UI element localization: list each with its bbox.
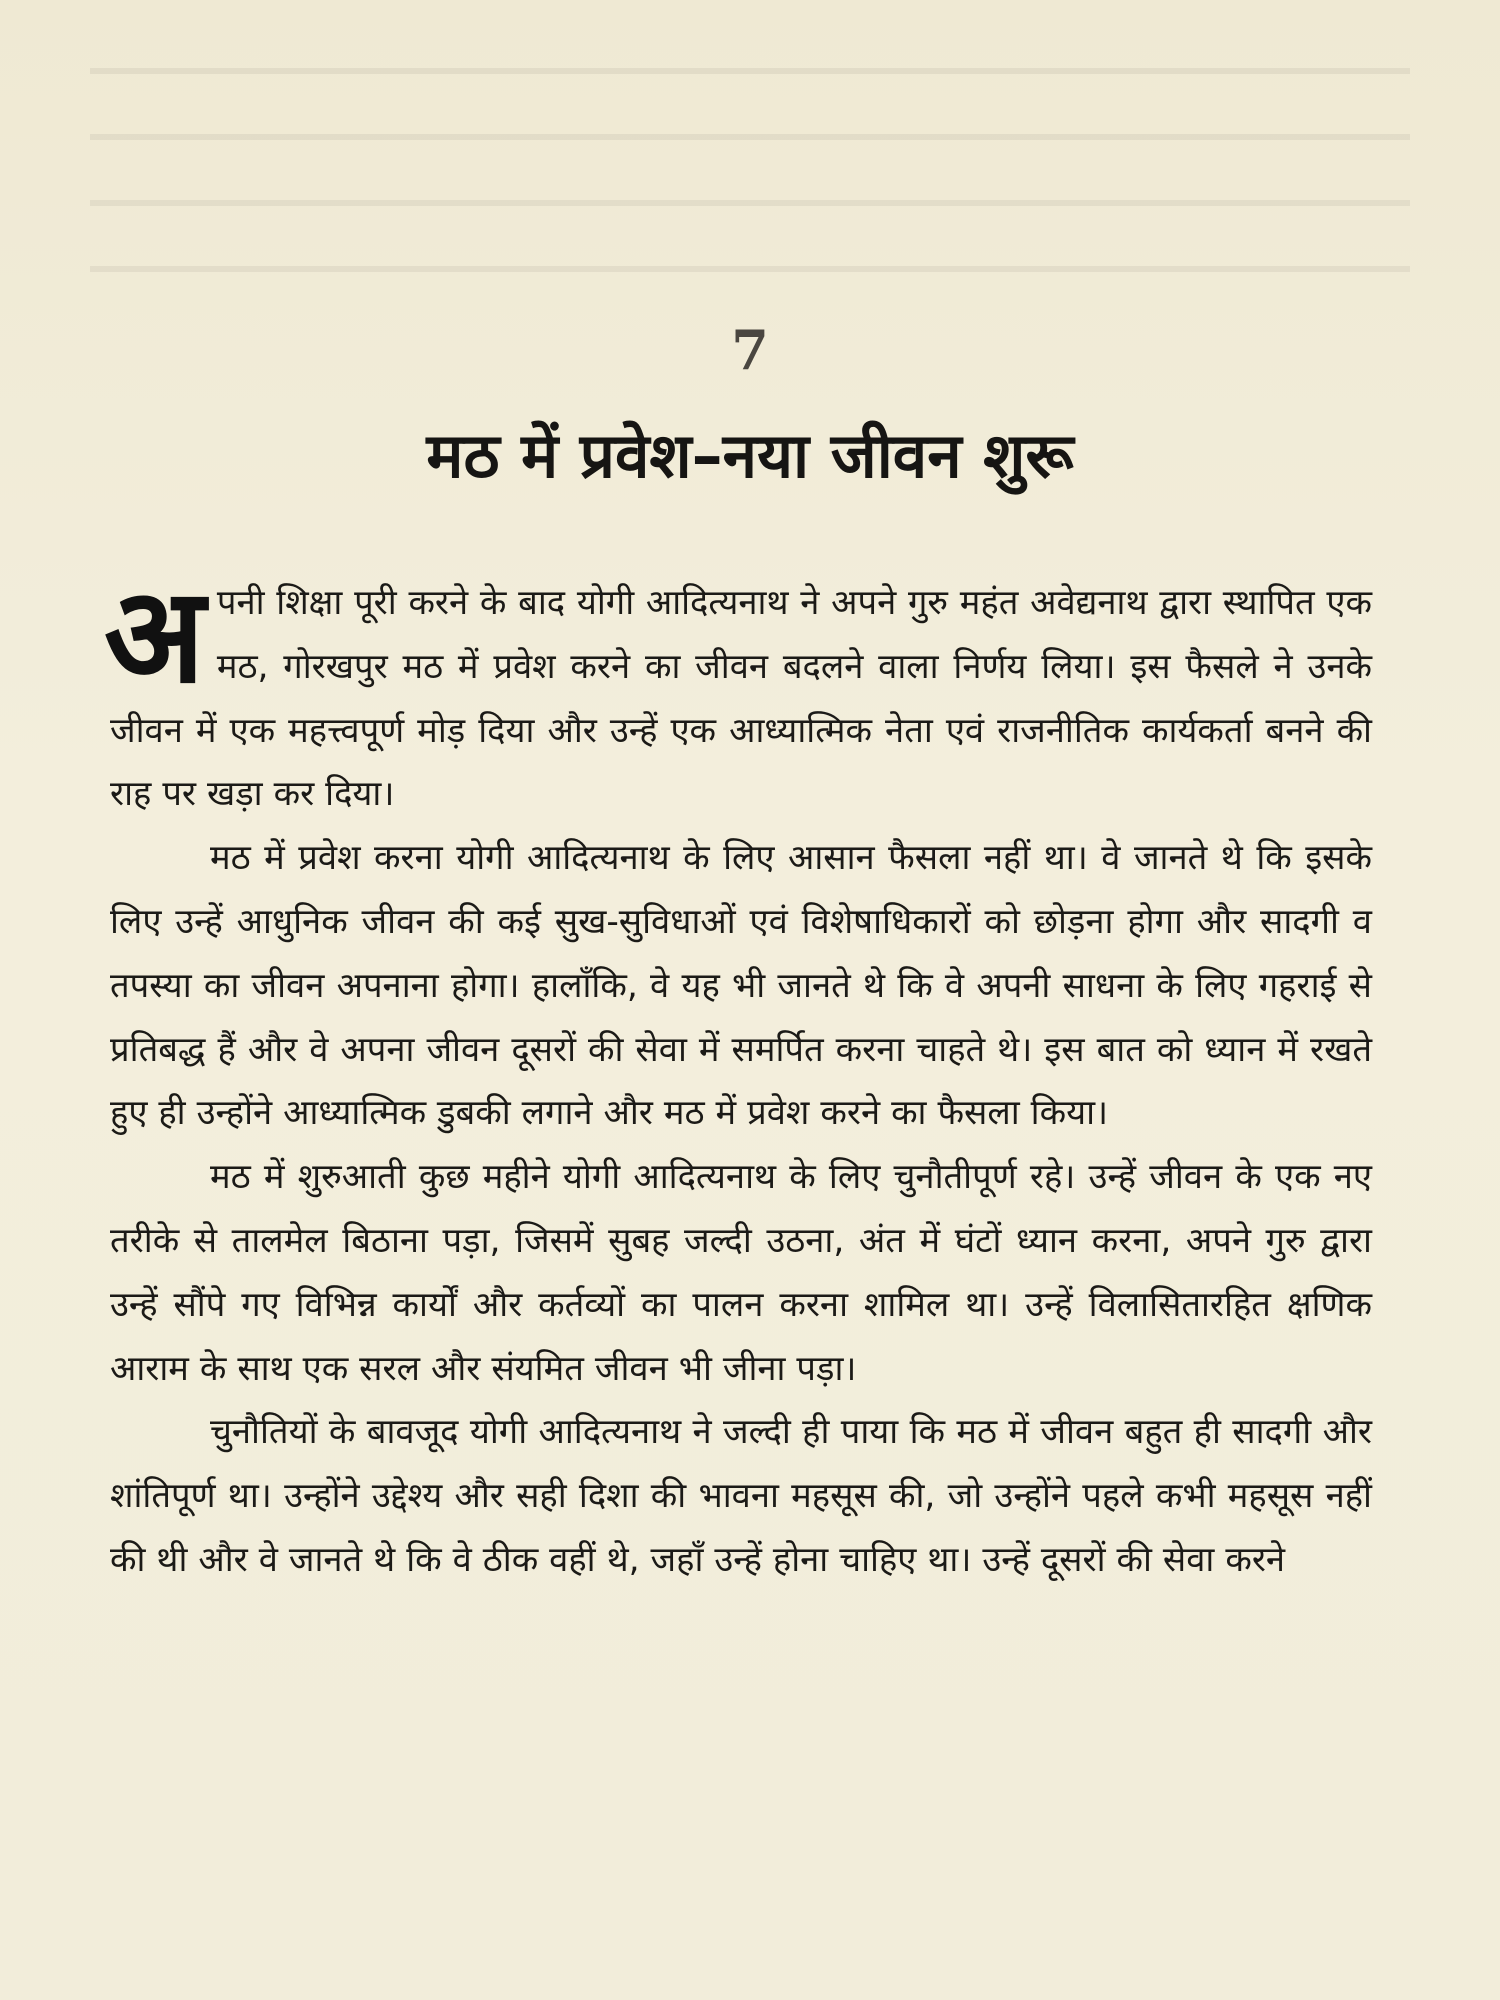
paragraph-3: मठ में शुरुआती कुछ महीने योगी आदित्यनाथ के लिए चुनौतीपूर्ण रहे। उन्हें जीवन के एक नए तरीके से तालमेल बिठाना पड़ा, जिसमें सुबह जल्दी उठना, अंत में घंटों ध्यान करना, अपने गुरु द्वारा उन्हें सौंपे गए विभिन्न कार्यों और कर्तव्यों का पालन करना शामिल था। उन्हें विलासितारहित क्षणिक आराम के साथ एक सरल और संयमित जीवन भी जीना पड़ा। — [110, 1157, 1372, 1389]
paragraph-1-text: पनी शिक्षा पूरी करने के बाद योगी आदित्यनाथ ने अपने गुरु महंत अवेद्यनाथ द्वारा स्थापित एक मठ, गोरखपुर मठ में प्रवेश करने का जीवन बदलने वाला निर्णय लिया। इस फैसले ने उनके जीवन में एक महत्त्वपूर्ण मोड़ दिया और उन्हें एक आध्यात्मिक नेता एवं राजनीतिक कार्यकर्ता बनने की राह पर खड़ा कर दिया। — [110, 583, 1372, 815]
paragraph-2: मठ में प्रवेश करना योगी आदित्यनाथ के लिए आसान फैसला नहीं था। वे जानते थे कि इसके लिए उन्हें आधुनिक जीवन की कई सुख-सुविधाओं एवं विशेषाधिकारों को छोड़ना होगा और सादगी व तपस्या का जीवन अपनाना होगा। हालाँकि, वे यह भी जानते थे कि वे अपनी साधना के लिए गहराई से प्रतिबद्ध हैं और वे अपना जीवन दूसरों की सेवा में समर्पित करना चाहते थे। इस बात को ध्यान में रखते हुए ही उन्होंने आध्यात्मिक डुबकी लगाने और मठ में प्रवेश करने का फैसला किया। — [110, 838, 1372, 1134]
chapter-body — [104, 558, 1372, 1593]
chapter-title: मठ में प्रवेश–नया जीवन शुरू — [426, 419, 1074, 492]
chapter-number: 7 — [731, 318, 769, 382]
paragraph-1 — [104, 558, 1372, 827]
show-through-text — [90, 30, 1410, 310]
drop-cap: अ — [104, 558, 205, 713]
paragraph-4: चुनौतियों के बावजूद योगी आदित्यनाथ ने जल्दी ही पाया कि मठ में जीवन बहुत ही सादगी और शांतिपूर्ण था। उन्होंने उद्देश्य और सही दिशा की भावना महसूस की, जो उन्होंने पहले कभी महसूस नहीं की थी और वे जानते थे कि वे ठीक वहीं थे, जहाँ उन्हें होना चाहिए था। उन्हें दूसरों की सेवा करने — [110, 1412, 1372, 1580]
